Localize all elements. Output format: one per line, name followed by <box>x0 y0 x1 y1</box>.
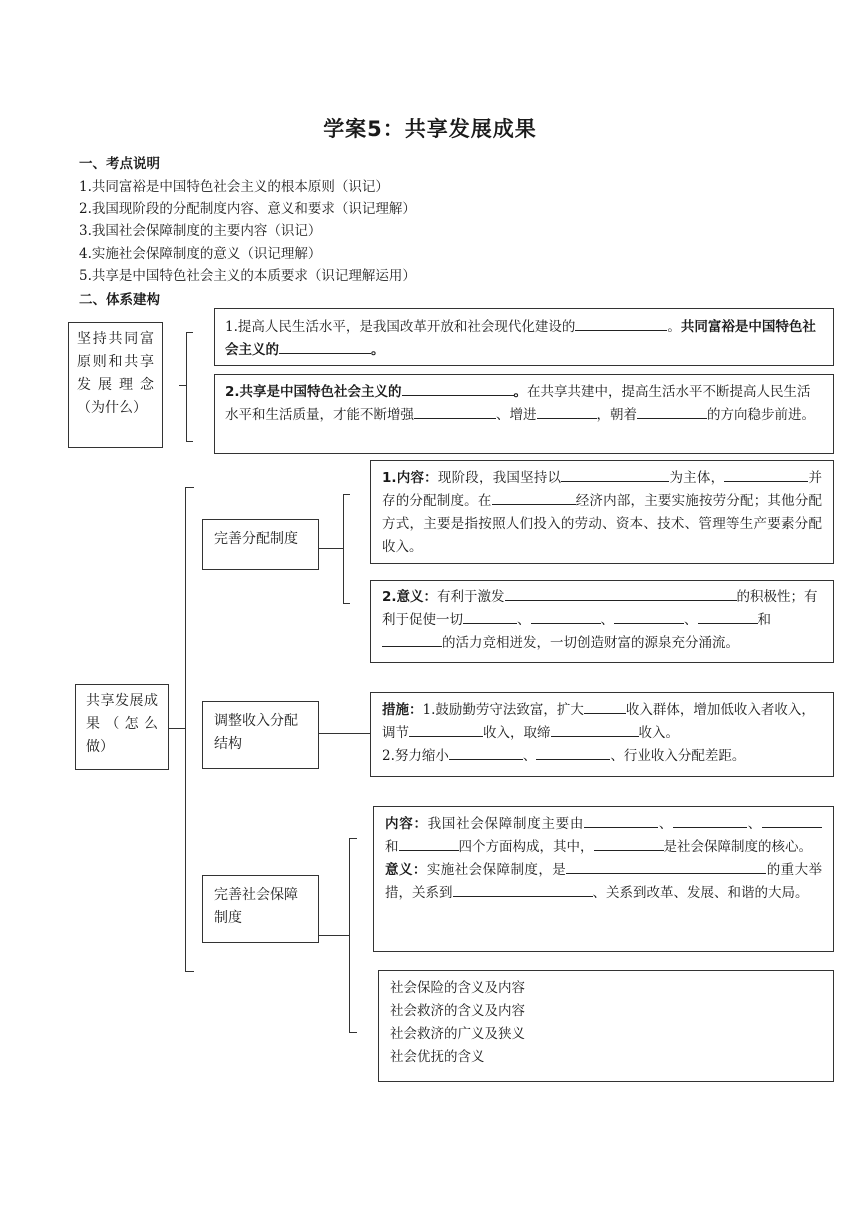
box-b-text-2: 。 <box>513 384 528 400</box>
answer-blank[interactable] <box>402 382 514 396</box>
adjust-income-label: 调整收入分配结构 <box>214 713 298 752</box>
box-a-text-2: 。 <box>667 319 681 335</box>
how-concept-label: 共享发展成果（怎么做） <box>86 693 158 755</box>
section-heading-exam-points: 一、考点说明 <box>79 156 160 172</box>
topic-item: 社会救济的广义及狭义 <box>390 1026 525 1042</box>
page-title: 学案5：共享发展成果 <box>323 117 537 141</box>
box-b-text-6: 的方向稳步前进。 <box>707 407 815 423</box>
box-f-text-8: 的重大举措，关系到 <box>385 862 823 901</box>
box-e-text-2: 收入群体，增加低收入者收入，调节 <box>382 702 815 741</box>
section-heading-system: 二、体系建构 <box>79 292 160 308</box>
how-connector <box>169 728 185 729</box>
exam-point-5: 5.共享是中国特色社会主义的本质要求（识记理解运用） <box>79 268 416 284</box>
living-standard-box <box>214 308 834 366</box>
answer-blank[interactable] <box>673 814 747 828</box>
social-security-content-box <box>373 806 834 952</box>
box-a-text-4: 。 <box>371 342 385 358</box>
box-e-text-4: 收入。 <box>638 725 679 741</box>
box-d-text-4: 、 <box>600 612 614 628</box>
why-bracket <box>186 332 193 442</box>
box-b-text-4: 、增进 <box>496 407 537 423</box>
box-e-text-6: 、 <box>522 748 537 764</box>
box-c-text-1: 现阶段，我国坚持以 <box>437 470 562 486</box>
answer-blank[interactable] <box>594 837 664 851</box>
box-c-text-3: 并存的分配制度。在 <box>382 470 823 509</box>
improve-distribution-box <box>202 519 319 570</box>
answer-blank[interactable] <box>698 610 758 624</box>
exam-point-3: 3.我国社会保障制度的主要内容（识记） <box>79 223 322 239</box>
social-security-topics-box <box>378 970 834 1082</box>
answer-blank[interactable] <box>561 468 669 482</box>
box-e-text-7: 、行业收入分配差距。 <box>610 748 746 764</box>
security-connector <box>319 935 349 936</box>
topic-item: 社会优抚的含义 <box>390 1049 485 1065</box>
answer-blank[interactable] <box>614 610 684 624</box>
box-c-label: 1.内容： <box>382 470 438 486</box>
adjust-income-box <box>202 701 319 769</box>
topic-item: 社会救济的含义及内容 <box>390 1003 525 1019</box>
box-e-text-1: 1.鼓励勤劳守法致富，扩大 <box>422 702 584 718</box>
improve-distribution-label: 完善分配制度 <box>214 531 298 547</box>
answer-blank[interactable] <box>637 405 707 419</box>
answer-blank[interactable] <box>724 468 808 482</box>
why-connector <box>179 385 187 386</box>
box-a-text-3: 共同富裕是中国特色社会主义的 <box>225 319 816 358</box>
how-bracket <box>185 487 194 972</box>
distribution-content-box <box>370 460 834 564</box>
box-f-text-4: 和 <box>385 839 399 855</box>
answer-blank[interactable] <box>575 317 667 331</box>
answer-blank[interactable] <box>414 405 496 419</box>
exam-point-1: 1.共同富裕是中国特色社会主义的根本原则（识记） <box>79 179 389 195</box>
box-f-text-5: 四个方面构成，其中， <box>458 839 594 855</box>
income-measures-box <box>370 692 834 777</box>
box-b-text-5: ，朝着 <box>596 407 637 423</box>
box-f-text-6: 是社会保障制度的核心。 <box>663 839 812 855</box>
box-d-text-2: 的积极性；有利于促使一切 <box>382 589 818 628</box>
box-e-text-5: 2.努力缩小 <box>382 748 449 764</box>
exam-point-2: 2.我国现阶段的分配制度内容、意义和要求（识记理解） <box>79 201 416 217</box>
answer-blank[interactable] <box>399 837 459 851</box>
box-f-text-2: 、 <box>658 816 674 832</box>
social-security-box <box>202 875 319 943</box>
answer-blank[interactable] <box>449 746 523 760</box>
answer-blank[interactable] <box>762 814 822 828</box>
box-d-text-3: 、 <box>517 612 531 628</box>
distribution-connector <box>319 548 343 549</box>
answer-blank[interactable] <box>536 746 610 760</box>
box-d-label: 2.意义： <box>382 589 438 605</box>
answer-blank[interactable] <box>537 405 597 419</box>
answer-blank[interactable] <box>505 587 737 601</box>
answer-blank[interactable] <box>551 723 639 737</box>
box-c-text-2: 为主体， <box>669 470 725 486</box>
answer-blank[interactable] <box>566 860 766 874</box>
box-f-label-1: 内容： <box>385 816 428 832</box>
how-concept-box <box>75 684 169 770</box>
security-bracket <box>349 838 357 1033</box>
answer-blank[interactable] <box>492 491 576 505</box>
income-connector <box>319 733 370 734</box>
answer-blank[interactable] <box>463 610 517 624</box>
box-f-label-2: 意义： <box>385 862 427 878</box>
distribution-meaning-box <box>370 580 834 663</box>
box-e-label: 措施： <box>382 702 423 718</box>
sharing-box <box>214 374 834 454</box>
box-d-text-1: 有利于激发 <box>437 589 505 605</box>
box-f-text-7: 实施社会保障制度，是 <box>426 862 567 878</box>
distribution-bracket <box>343 494 350 604</box>
box-e-text-3: 收入，取缔 <box>483 725 551 741</box>
box-d-text-6: 和 <box>757 612 771 628</box>
box-f-text-9: 、关系到改革、发展、和谐的大局。 <box>592 885 809 901</box>
box-d-text-7: 的活力竞相迸发，一切创造财富的源泉充分涌流。 <box>442 635 739 651</box>
exam-point-4: 4.实施社会保障制度的意义（识记理解） <box>79 246 322 262</box>
answer-blank[interactable] <box>279 340 371 354</box>
answer-blank[interactable] <box>382 633 442 647</box>
social-security-label: 完善社会保障制度 <box>214 887 298 926</box>
box-f-text-3: 、 <box>747 816 763 832</box>
box-c-text-4: 经济内部，主要实施按劳分配；其他分配方式，主要是指按照人们投入的劳动、资本、技术、管理等生产要素分配收入。 <box>382 493 823 555</box>
answer-blank[interactable] <box>531 610 601 624</box>
box-a-text-1: 1.提高人民生活水平，是我国改革开放和社会现代化建设的 <box>225 319 576 335</box>
answer-blank[interactable] <box>453 883 593 897</box>
box-d-text-5: 、 <box>684 612 698 628</box>
answer-blank[interactable] <box>409 723 483 737</box>
box-f-text-1: 我国社会保障制度主要由 <box>427 816 585 832</box>
why-concept-label: 坚持共同富原则和共享发展理念（为什么） <box>77 331 154 416</box>
answer-blank[interactable] <box>584 700 626 714</box>
why-concept-box <box>68 322 163 448</box>
answer-blank[interactable] <box>584 814 658 828</box>
box-b-text-3: 在共享共建中，提高生活水平不断提高人民生活水平和生活质量，才能不断增强 <box>225 384 811 423</box>
topic-item: 社会保险的含义及内容 <box>390 980 525 996</box>
box-b-text-1: 2.共享是中国特色社会主义的 <box>225 384 402 400</box>
